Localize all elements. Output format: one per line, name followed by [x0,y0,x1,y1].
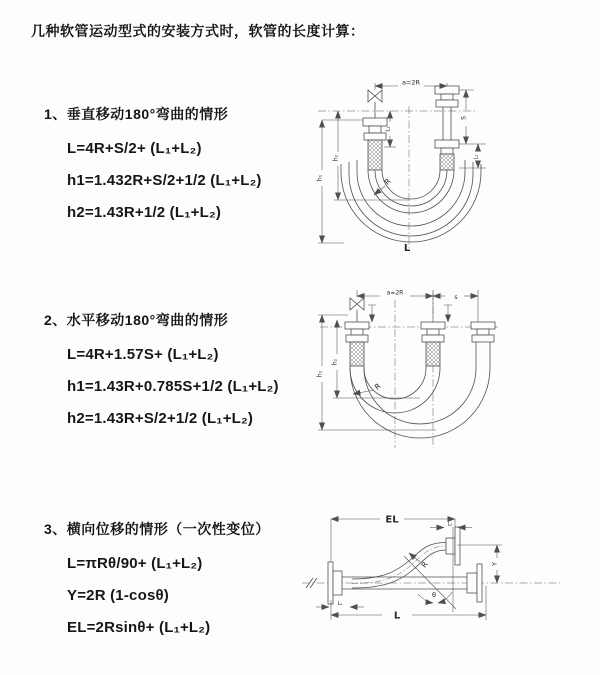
radius-callout [409,553,430,569]
page-title: 几种软管运动型式的安装方式时，软管的长度计算： [31,23,365,39]
hose-u-bend [341,160,481,242]
dim-label-el: EL [385,514,399,526]
pipe-left-assembly [345,298,369,366]
dimension-l2 [459,144,486,168]
section-horizontal-180 [44,310,279,435]
hose-displaced-s-curve [352,543,446,589]
formula-line: h1=1.432R+S/2+1/2 (L₁+L₂) [67,172,262,189]
pipe-middle-assembly [421,322,445,366]
valve-icon [350,298,364,310]
formula-list [67,133,262,229]
flange-right-original [467,564,482,602]
dim-label-y: Y [490,562,499,566]
dim-label-l: L [393,610,401,622]
diagram-lateral-displacement [298,503,595,660]
formula-line: h2=1.43R+1/2 (L₁+L₂) [67,204,222,221]
formula-line: L=4R+1.57S+ (L₁+L₂) [67,346,219,363]
braided-hose-section [350,342,364,366]
dim-label-h1: h₁ [316,370,324,378]
formula-list [67,339,279,435]
dim-label-l2: L₂ [447,521,453,528]
label-l: L [403,243,411,254]
braided-hose-section [368,140,382,170]
dim-label-a2r: a=2R [401,78,421,87]
label-r: R [419,559,430,570]
dimension-h1 [317,315,437,430]
dim-label-h1: h₁ [316,174,324,182]
formula-line: L=4R+S/2+ (L₁+L₂) [67,140,202,157]
dimension-pipe-offsets [368,305,452,322]
dim-label-l1: L₁ [385,126,392,132]
label-theta: θ [432,591,436,599]
section-heading: 1、垂直移动180°弯曲的情形 [44,106,229,122]
section-lateral-displacement [44,519,270,644]
dim-label-a2r: a=2R [386,289,404,297]
formula-list [67,548,270,644]
dimension-h1 [317,120,364,243]
dimension-el [331,515,455,563]
hose-u-bend-moved [350,342,490,438]
dimension-s [433,294,478,301]
dim-label-l2: L₂ [473,154,480,160]
formula-line: EL=2Rsinθ+ (L₁+L₂) [67,619,211,636]
braided-hose-section [440,154,454,170]
dim-label-h2: h₂ [331,358,339,366]
formula-line: h2=1.43R+S/2+1/2 (L₁+L₂) [67,410,254,427]
pipe-right-assembly [435,86,459,170]
diagram-vertical-180-bend [312,72,594,258]
dim-label-s: s [454,294,458,301]
section-heading: 3、横向位移的情形（一次性变位） [44,521,270,537]
dimension-l1 [384,111,396,147]
label-r: R [382,176,393,187]
pipe-right-moved-assembly [471,322,495,342]
dim-label-s: S [460,116,468,120]
dimension-s [459,90,486,144]
dim-label-h2: h₂ [332,154,340,162]
label-r: R [372,381,383,392]
dim-label-l1: L₁ [337,601,343,607]
radius-callout [374,176,393,195]
pipe-left-assembly [363,90,387,170]
section-heading: 2、水平移动180°弯曲的情形 [44,312,229,328]
formula-line: Y=2R (1-cosθ) [67,587,169,604]
dimension-l2 [430,522,472,528]
dimension-l [331,586,486,622]
dimension-l1 [316,601,364,607]
formula-line: h1=1.43R+0.785S+1/2 (L₁+L₂) [67,378,279,395]
valve-icon [368,90,382,102]
section-vertical-180 [44,104,262,229]
braided-hose-section [426,342,440,366]
diagram-horizontal-180-bend [315,283,600,463]
dimension-a-2r [357,290,478,323]
formula-line: L=πRθ/90+ (L₁+L₂) [67,555,203,572]
